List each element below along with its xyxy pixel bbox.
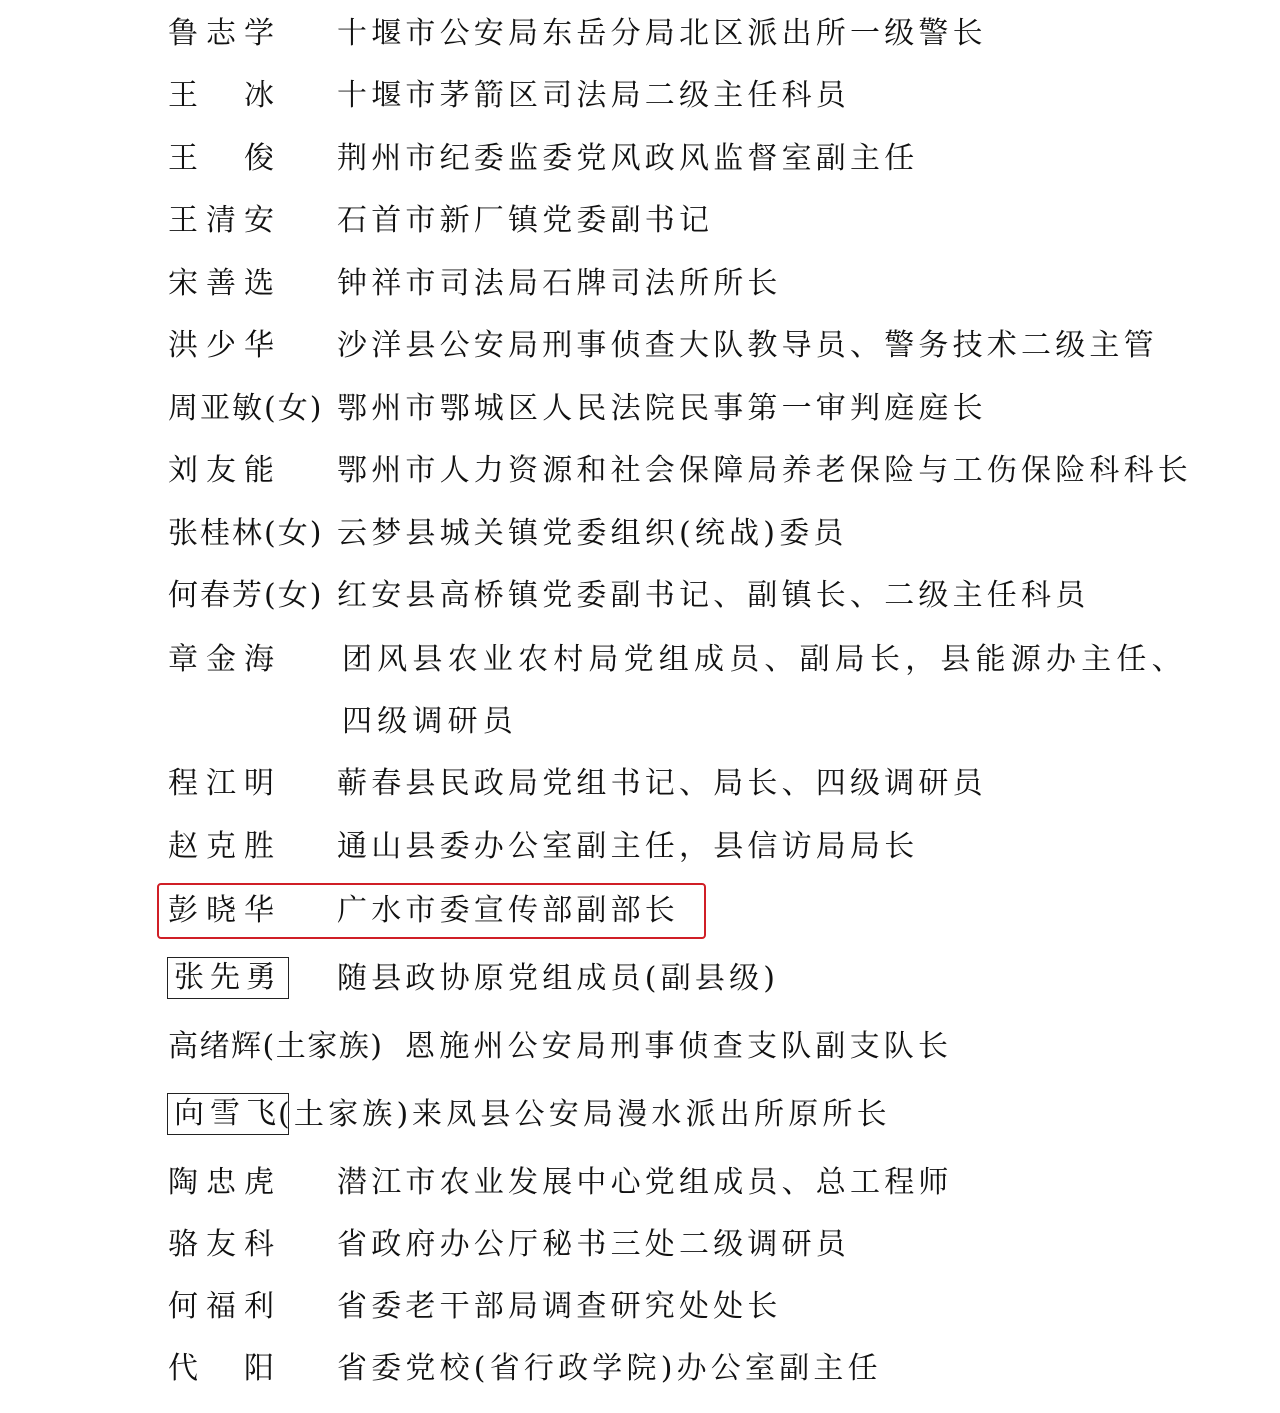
person-title: 鄂州市鄂城区人民法院民事第一审判庭庭长 [337, 391, 987, 426]
person-title: 鄂州市人力资源和社会保障局养老保险与工伤保险科科长 [337, 453, 1192, 488]
person-title: 石首市新厂镇党委副书记 [337, 203, 714, 238]
person-title: 钟祥市司法局石牌司法所所长 [337, 266, 782, 301]
person-title: 通山县委办公室副主任，县信访局局长 [337, 829, 919, 864]
person-name: 王 冰 [168, 78, 282, 113]
boxed-person-name: 张先勇 [167, 957, 289, 999]
person-name: 高绪辉(土家族) [168, 1029, 384, 1064]
person-name: 何福利 [168, 1289, 282, 1324]
person-ethnicity: (土家族) [278, 1097, 413, 1132]
person-name: 张桂林(女) [168, 516, 324, 551]
person-name: 宋善选 [168, 266, 282, 301]
person-name: 陶忠虎 [168, 1165, 282, 1200]
person-name: 洪少华 [168, 328, 282, 363]
person-name: 王清安 [168, 203, 282, 238]
person-title: 省委老干部局调查研究处处长 [337, 1289, 782, 1324]
person-title-continued: 四级调研员 [342, 704, 518, 739]
person-name: 鲁志学 [168, 16, 282, 51]
person-title: 十堰市茅箭区司法局二级主任科员 [337, 78, 850, 113]
boxed-person-name: 向雪飞 [167, 1093, 289, 1135]
person-title: 团风县农业农村局党组成员、副局长，县能源办主任、 [342, 642, 1187, 677]
person-title: 来凤县公安局漫水派出所原所长 [412, 1097, 891, 1132]
person-title: 蕲春县民政局党组书记、局长、四级调研员 [337, 766, 987, 801]
person-name: 程江明 [168, 766, 282, 801]
person-title: 沙洋县公安局刑事侦查大队教导员、警务技术二级主管 [337, 328, 1158, 363]
person-name: 周亚敏(女) [168, 391, 324, 426]
person-title: 潜江市农业发展中心党组成员、总工程师 [337, 1165, 953, 1200]
person-name: 代 阳 [168, 1351, 282, 1386]
person-name: 何春芳(女) [168, 578, 324, 613]
person-title: 随县政协原党组成员(副县级) [337, 961, 780, 996]
person-name: 王 俊 [168, 141, 282, 176]
person-name: 骆友科 [168, 1227, 282, 1262]
person-title: 恩施州公安局刑事侦查支队副支队长 [405, 1029, 953, 1064]
person-name: 章金海 [168, 642, 282, 677]
person-title: 红安县高桥镇党委副书记、副镇长、二级主任科员 [337, 578, 1090, 613]
person-name: 彭晓华 [168, 893, 282, 928]
person-name: 赵克胜 [168, 829, 282, 864]
person-title: 十堰市公安局东岳分局北区派出所一级警长 [337, 16, 987, 51]
person-name: 刘友能 [168, 453, 282, 488]
person-title: 广水市委宣传部副部长 [337, 893, 679, 928]
person-title: 云梦县城关镇党委组织(统战)委员 [337, 516, 848, 551]
person-title: 省政府办公厅秘书三处二级调研员 [337, 1227, 850, 1262]
person-title: 荆州市纪委监委党风政风监督室副主任 [337, 141, 919, 176]
person-title: 省委党校(省行政学院)办公室副主任 [337, 1351, 882, 1386]
